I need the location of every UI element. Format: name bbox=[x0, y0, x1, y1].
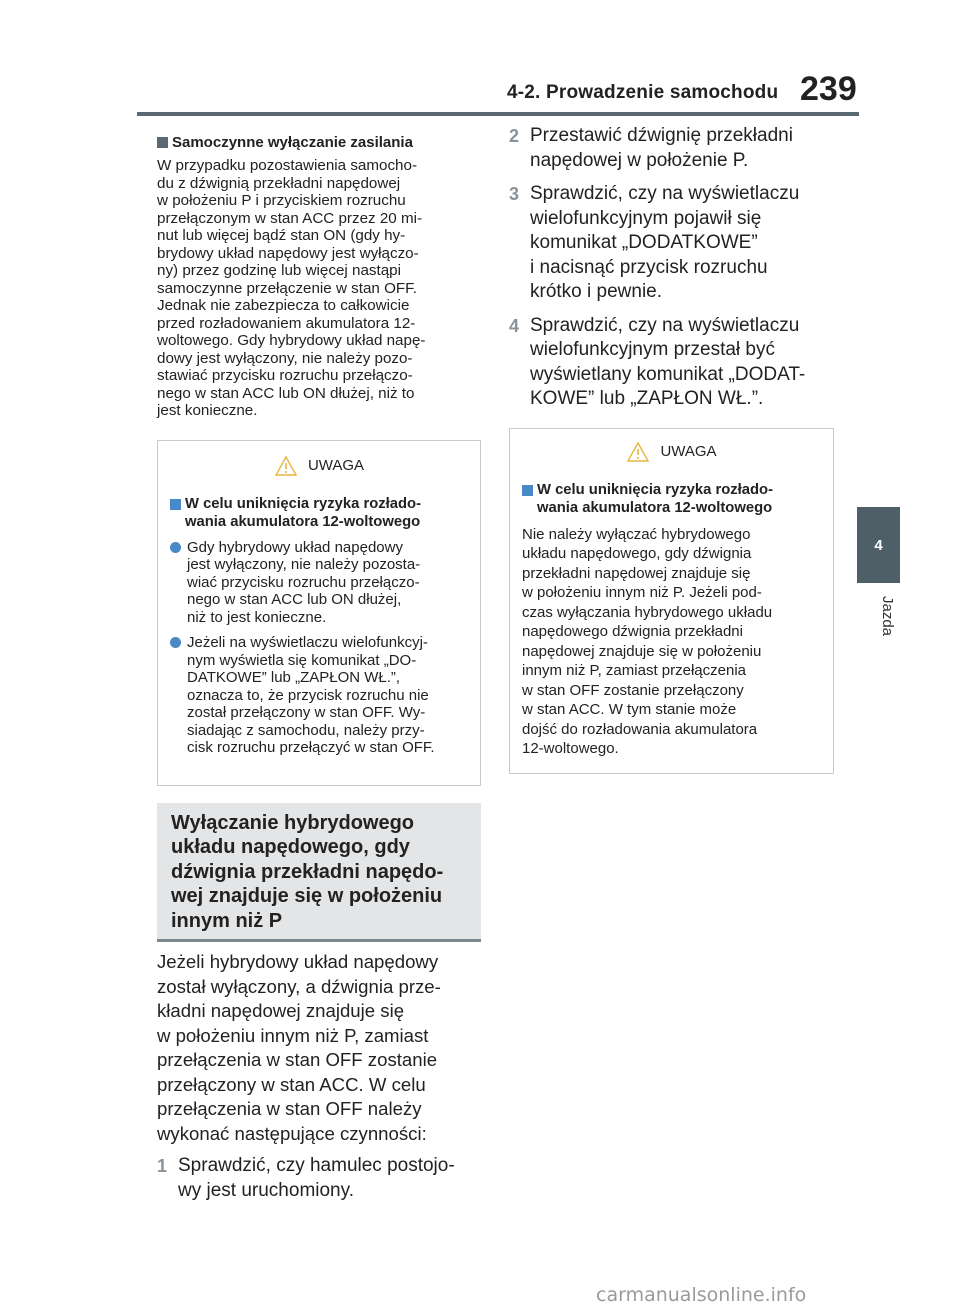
warning-subheading: W celu uniknięcia ryzyka rozłado- wania akumulatora 12-woltowego bbox=[522, 481, 821, 517]
intro-paragraph: Jeżeli hybrydowy układ napędowy został wyłączony, a dźwignia prze- kładni napędowej znajduje się w położeniu innym niż P, zamiast przełączenia w stan OFF zostanie przełączony w stan ACC. W celu przełączenia w stan OFF należy wykonać następujące czynności: bbox=[157, 951, 441, 1144]
right-column bbox=[509, 124, 834, 774]
warning-triangle-icon bbox=[626, 441, 650, 463]
square-bullet-icon bbox=[157, 137, 168, 148]
step-number: 1 bbox=[157, 1156, 168, 1176]
page-number: 239 bbox=[800, 70, 857, 108]
watermark: carmanualsonline.info bbox=[596, 1284, 807, 1306]
warning-box bbox=[157, 440, 481, 786]
warning-bullet: Gdy hybrydowy układ napędowy jest wyłączony, nie należy pozosta- wiać przycisku rozruchu przełączo- nego w stan ACC lub ON dłużej, niż to jest konieczne. bbox=[170, 539, 468, 627]
warning-bullet: Jeżeli na wyświetlaczu wielofunkcyj- nym wyświetla się komunikat „DO- DATKOWE” lub „ZAPŁON WŁ.”, oznacza to, że przycisk rozruchu nie został przełączony w stan OFF. Wy- siadając z samochodu, należy przy- cisk rozruchu przełączyć w stan OFF. bbox=[170, 634, 468, 757]
circle-bullet-icon bbox=[170, 542, 181, 553]
step-number: 2 bbox=[509, 126, 520, 146]
auto-power-off-paragraph: W przypadku pozostawienia samocho- du z dźwignią przekładni napędowej w położeniu P i przyciskiem rozruchu przełączonym w stan ACC przez 20 mi- nut lub więcej bądź stan ON (gdy hy- brydowy układ napędowy jest wyłączo- ny) przez godzinę lub więcej nastąpi samoczynne przełączenie w stan OFF. Jednak nie zabezpiecza to całkowicie przed rozładowaniem akumulatora 12- woltowego. Gdy hybrydowy układ napę- dowy jest wyłączony, nie należy pozo- stawiać przycisku rozruchu przełączo- nego w stan ACC lub ON dłużej, niż to jest konieczne. bbox=[157, 157, 426, 419]
chapter-number: 4 bbox=[874, 536, 883, 554]
warning-header bbox=[522, 441, 821, 463]
step-number: 3 bbox=[509, 184, 520, 204]
chapter-tab[interactable] bbox=[857, 507, 900, 583]
step-number: 4 bbox=[509, 315, 520, 336]
square-bullet-icon bbox=[522, 485, 533, 496]
section-title: 4-2. Prowadzenie samochodu bbox=[507, 82, 779, 103]
auto-power-off-heading: Samoczynne wyłączanie zasilania bbox=[157, 134, 481, 151]
header-rule bbox=[137, 112, 859, 116]
warning-paragraph: Nie należy wyłączać hybrydowego układu napędowego, gdy dźwignia przekładni napędowej znajduje się w położeniu innym niż P. Jeżeli pod- czas wyłączania hybrydowego układu napędowego dźwignia przekładni napędowej znajduje się w położeniu innym niż P, zamiast przełączenia w stan OFF zostanie przełączony w stan ACC. W tym stanie może dojść do rozładowania akumulatora 12-woltowego. bbox=[522, 525, 773, 757]
warning-title: UWAGA bbox=[660, 443, 717, 460]
circle-bullet-icon bbox=[170, 637, 181, 648]
warning-box bbox=[509, 428, 834, 774]
warning-title: UWAGA bbox=[307, 457, 365, 474]
left-column bbox=[157, 128, 481, 1212]
warning-header bbox=[170, 455, 468, 477]
step-item: 3 Sprawdzić, czy na wyświetlaczu wielofunkcyjnym pojawił się komunikat „DODATKOWE” i nacisnąć przycisk rozruchu krótko i pewnie. bbox=[509, 182, 834, 305]
step-item: 4 Sprawdzić, czy na wyświetlaczu wielofunkcyjnym przestał być wyświetlany komunikat „DODAT- KOWE” lub „ZAPŁON WŁ.”. bbox=[509, 314, 834, 412]
page-header bbox=[0, 0, 960, 118]
step-item: 2 Przestawić dźwignię przekładni napędowej w położenie P. bbox=[509, 124, 834, 173]
warning-subheading: W celu uniknięcia ryzyka rozłado- wania akumulatora 12-woltowego bbox=[170, 495, 468, 531]
step-item: 1 Sprawdzić, czy hamulec postojo- wy jest uruchomiony. bbox=[157, 1154, 481, 1203]
warning-triangle-icon bbox=[274, 455, 298, 477]
section-heading-box: Wyłączanie hybrydowego układu napędowego, gdy dźwignia przekładni napędo- wej znajduje się w położeniu innym niż P bbox=[157, 803, 481, 943]
chapter-label: Jazda bbox=[879, 596, 896, 637]
square-bullet-icon bbox=[170, 499, 181, 510]
